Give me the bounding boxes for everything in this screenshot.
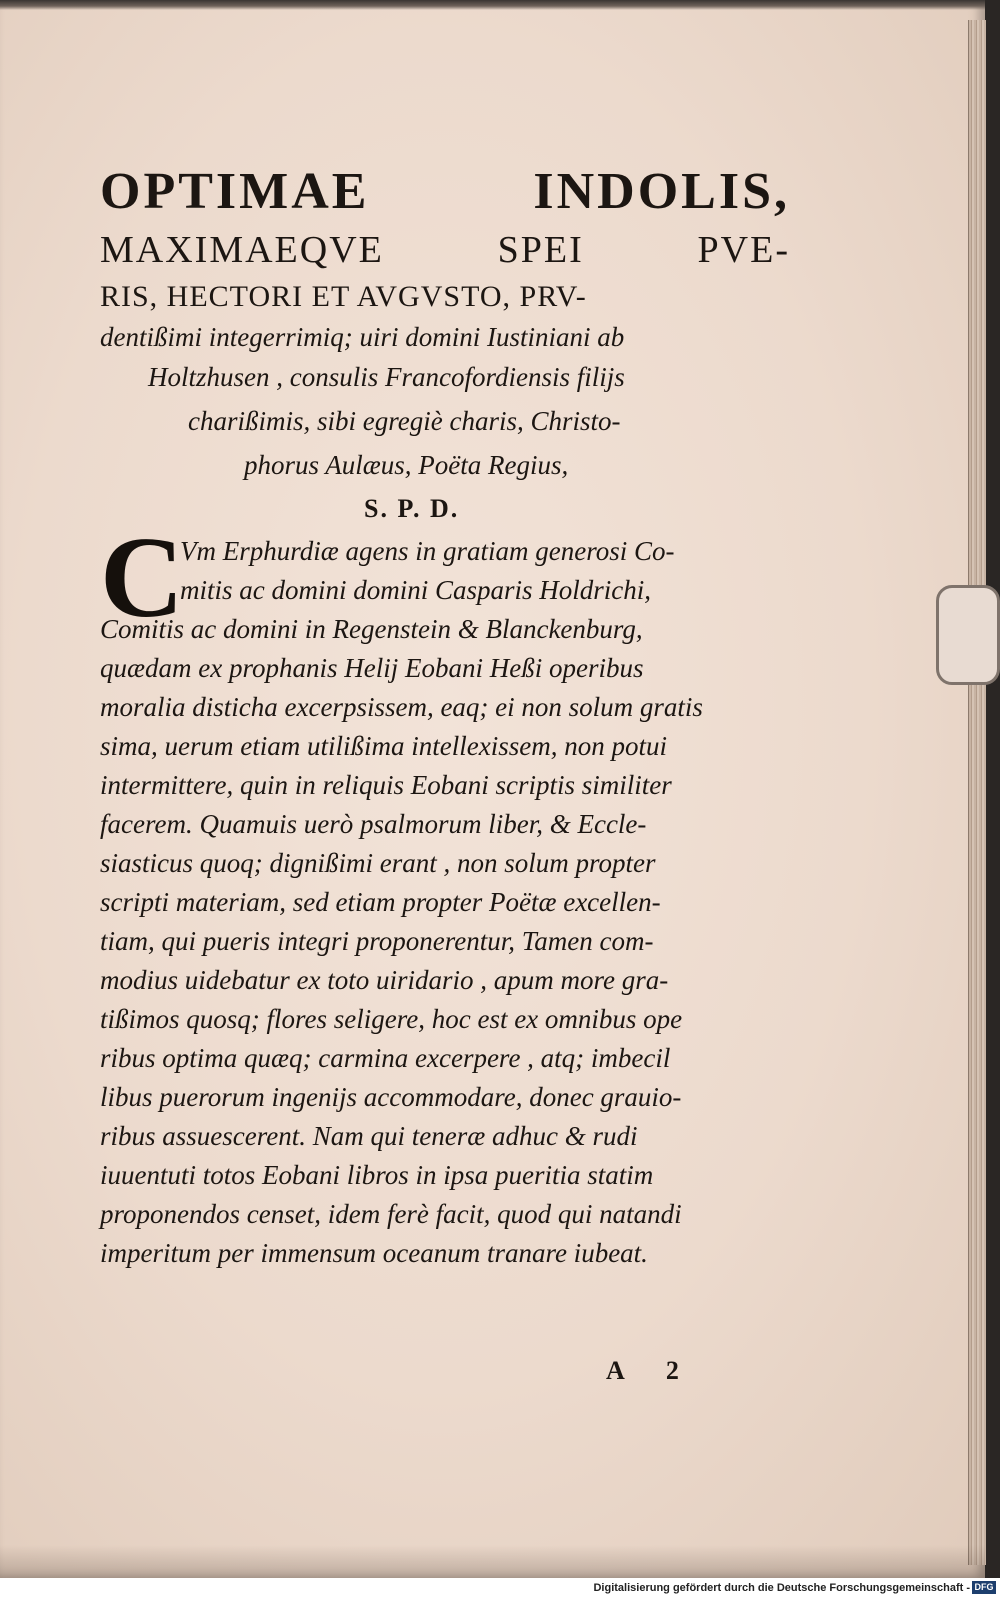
body-line: intermittere, quin in reliquis Eobani scriptis similiter — [100, 770, 672, 800]
body-line: proponendos censet, idem ferè facit, quod qui natandi — [100, 1199, 682, 1229]
signature-mark: A 2 — [606, 1356, 697, 1385]
heading-line-7: phorus Aulæus, Poëta Regius, — [244, 450, 569, 480]
page-tab — [936, 585, 1000, 685]
body-line: libus puerorum ingenijs accommodare, donec grauio- — [100, 1082, 682, 1112]
heading-word: MAXIMAEQVE — [100, 229, 384, 271]
body-line: ribus assuescerent. Nam qui teneræ adhuc & rudi — [100, 1121, 638, 1151]
body-line: Vm Erphurdiæ agens in gratiam generosi Co- — [180, 536, 675, 566]
dfg-logo: DFG — [972, 1581, 996, 1594]
heading-word: OPTIMAE — [100, 163, 370, 220]
heading-line-6: charißimis, sibi egregiè charis, Christo- — [188, 406, 621, 436]
body-line: tiam, qui pueris integri proponerentur, Tamen com- — [100, 926, 654, 956]
body-line: siasticus quoq; dignißimi erant , non solum propter — [100, 848, 656, 878]
body-line: Comitis ac domini in Regenstein & Blanckenburg, — [100, 614, 643, 644]
heading-line-2 — [100, 228, 790, 272]
body-line: ribus optima quæq; carmina excerpere , atq; imbecil — [100, 1043, 671, 1073]
body-line: moralia disticha excerpsissem, eaq; ei non solum gratis — [100, 692, 703, 722]
body-line: tißimos quosq; flores seligere, hoc est ex omnibus ope — [100, 1004, 683, 1034]
heading-word: PVE- — [697, 229, 790, 271]
page-top-edge — [0, 0, 985, 10]
body-line: modius uidebatur ex toto uiridario , apum more gra- — [100, 965, 669, 995]
salutation: S. P. D. — [364, 494, 460, 523]
heading-line-1 — [100, 162, 790, 221]
body-line: facerem. Quamuis uerò psalmorum liber, & Eccle- — [100, 809, 647, 839]
footer-credit: Digitalisierung gefördert durch die Deutsche Forschungsgemeinschaft - — [593, 1582, 970, 1594]
page-bottom-shadow — [0, 1545, 985, 1578]
body-line: imperitum per immensum oceanum tranare iubeat. — [100, 1238, 648, 1268]
body-line: scripti materiam, sed etiam propter Poëtæ excellen- — [100, 887, 661, 917]
body-line: iuuentuti totos Eobani libros in ipsa pueritia statim — [100, 1160, 654, 1190]
body-line: sima, uerum etiam utilißima intellexissem, non potui — [100, 731, 667, 761]
page-fore-edges — [968, 20, 986, 1565]
heading-line-5: Holtzhusen , consulis Francofordiensis filijs — [148, 362, 625, 392]
body-line: quædam ex prophanis Helij Eobani Heßi operibus — [100, 653, 644, 683]
heading-line-4: dentißimi integerrimiq; uiri domini Iustiniani ab — [100, 322, 625, 352]
heading-word: SPEI — [497, 229, 584, 271]
heading-word: INDOLIS, — [533, 163, 790, 220]
body-line: mitis ac domini domini Casparis Holdrichi, — [180, 575, 652, 605]
drop-cap: C — [100, 514, 184, 642]
heading-line-3: RIS, HECTORI ET AVGVSTO, PRV- — [100, 280, 587, 313]
